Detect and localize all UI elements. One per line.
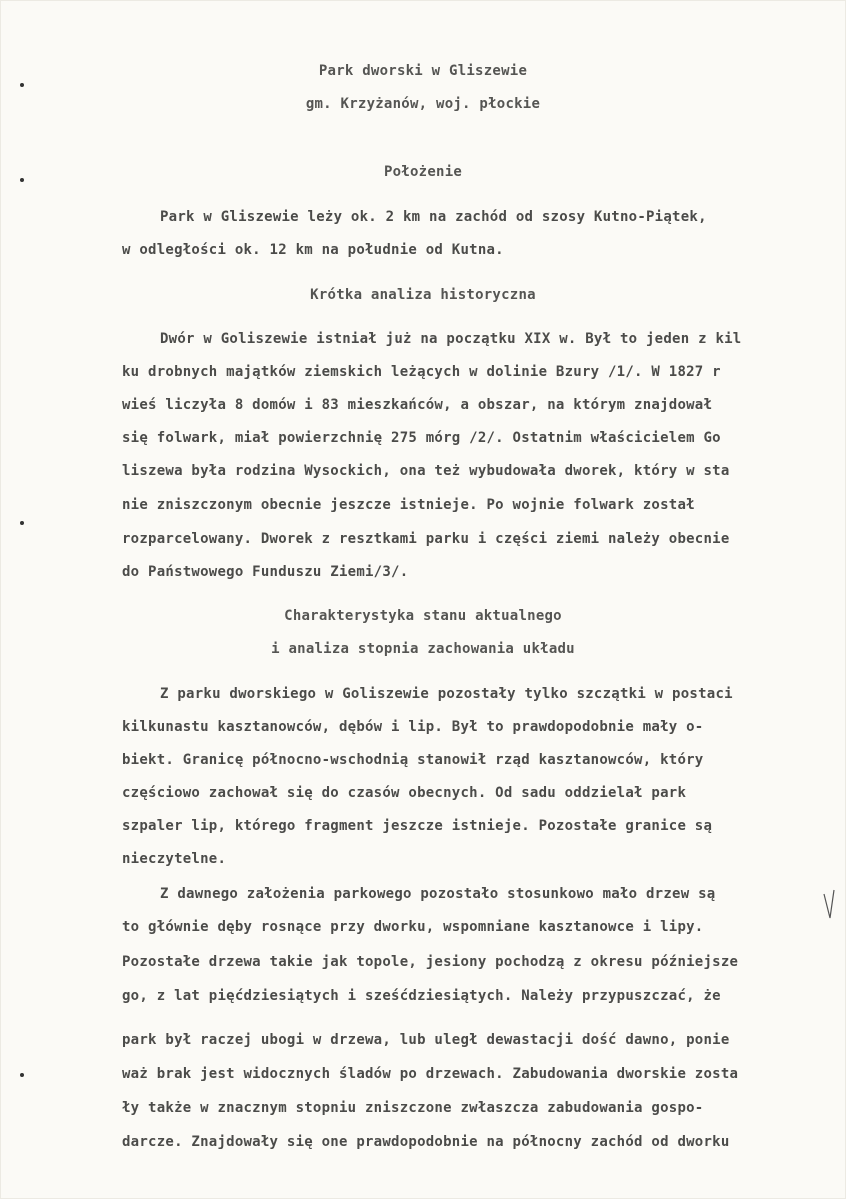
paragraph-line: biekt. Granicę północno-wschodnią stanowił rząd kasztanowców, który	[122, 752, 704, 768]
paragraph-line: Pozostałe drzewa takie jak topole, jesiony pochodzą z okresu późniejsze	[122, 954, 739, 970]
section-heading-current-state: Charakterystyka stanu aktualnego	[284, 608, 562, 624]
paragraph-line: kilkunastu kasztanowców, dębów i lip. Był to prawdopodobnie mały o-	[122, 719, 704, 735]
paragraph-line: Park w Gliszewie leży ok. 2 km na zachód od szosy Kutno-Piątek,	[160, 209, 707, 225]
paragraph-line: park był raczej ubogi w drzewa, lub uległ dewastacji dość dawno, ponie	[122, 1032, 730, 1048]
paragraph-line: nie zniszczonym obecnie jeszcze istnieje. Po wojnie folwark został	[122, 497, 695, 513]
paragraph-line: Z dawnego założenia parkowego pozostało stosunkowo mało drzew są	[160, 886, 716, 902]
paragraph-line: ku drobnych majątków ziemskich leżących w dolinie Bzury /1/. W 1827 r	[122, 364, 721, 380]
paragraph-line: to głównie dęby rosnące przy dworku, wspomniane kasztanowce i lipy.	[122, 919, 704, 935]
document-title: Park dworski w Gliszewie	[318, 63, 528, 79]
binding-hole-mark	[20, 1073, 24, 1077]
paragraph-line: do Państwowego Funduszu Ziemi/3/.	[122, 564, 409, 580]
paragraph-line: się folwark, miał powierzchnię 275 mórg /2/. Ostatnim właścicielem Go	[122, 430, 721, 446]
section-heading-current-state-2: i analiza stopnia zachowania układu	[271, 641, 575, 657]
document-subtitle: gm. Krzyżanów, woj. płockie	[305, 96, 541, 112]
paragraph-line: w odległości ok. 12 km na południe od Kutna.	[122, 242, 504, 258]
paragraph-line: Z parku dworskiego w Goliszewie pozostały tylko szczątki w postaci	[160, 686, 733, 702]
paragraph-line: częściowo zachował się do czasów obecnych. Od sadu oddzielał park	[122, 785, 687, 801]
binding-hole-mark	[20, 521, 24, 525]
paragraph-line: liszewa była rodzina Wysockich, ona też wybudowała dworek, który w sta	[122, 463, 730, 479]
section-heading-history: Krótka analiza historyczna	[310, 287, 536, 303]
paragraph-line: darcze. Znajdowały się one prawdopodobnie na północny zachód od dworku	[122, 1134, 730, 1150]
paragraph-line: wieś liczyła 8 domów i 83 mieszkańców, a obszar, na którym znajdował	[122, 397, 713, 413]
paragraph-line: ły także w znacznym stopniu zniszczone zwłaszcza zabudowania gospo-	[122, 1100, 704, 1116]
margin-check-mark-icon	[823, 888, 835, 924]
paragraph-line: Dwór w Goliszewie istniał już na początku XIX w. Był to jeden z kil	[160, 331, 742, 347]
section-heading-location: Położenie	[383, 164, 463, 180]
paragraph-line: nieczytelne.	[122, 851, 227, 867]
binding-hole-mark	[20, 83, 24, 87]
paragraph-line: rozparcelowany. Dworek z resztkami parku i części ziemi należy obecnie	[122, 531, 730, 547]
paragraph-line: go, z lat pięćdziesiątych i sześćdziesiątych. Należy przypuszczać, że	[122, 988, 721, 1004]
paragraph-line: waż brak jest widocznych śladów po drzewach. Zabudowania dworskie zosta	[122, 1066, 739, 1082]
paragraph-line: szpaler lip, którego fragment jeszcze istnieje. Pozostałe granice są	[122, 818, 713, 834]
